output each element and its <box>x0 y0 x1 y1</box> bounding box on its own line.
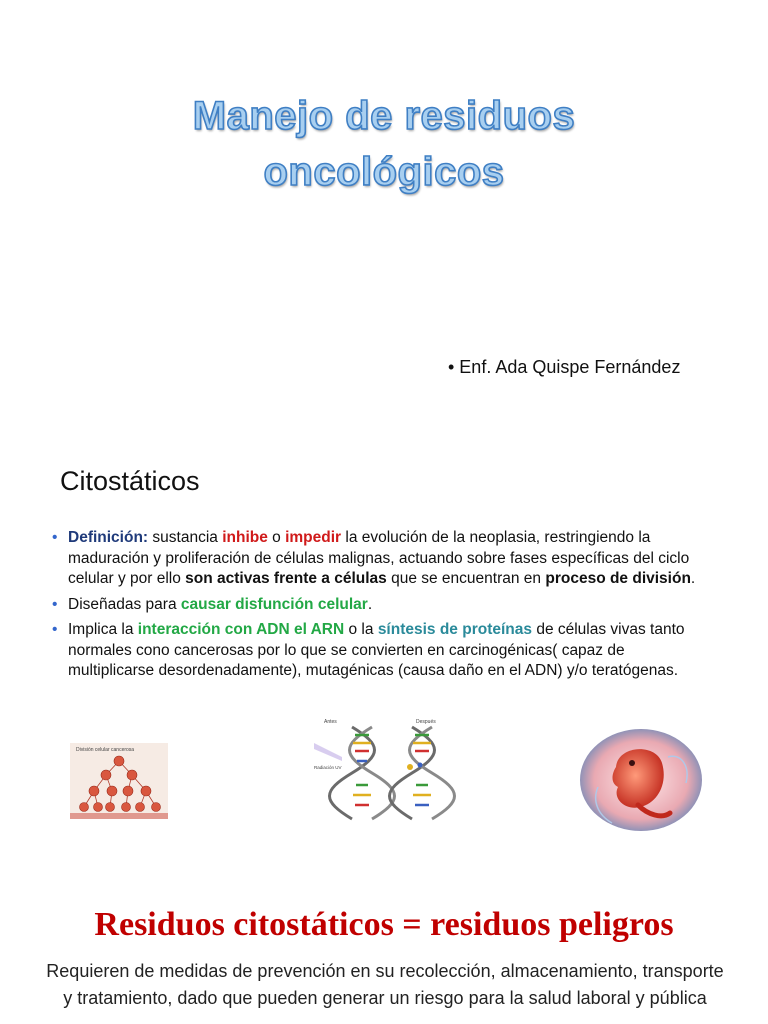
bullet-dot-icon: • <box>52 595 58 613</box>
text-run: la evolución de la neoplasia, restringiendo la maduración y proliferación de células malignas, actuando sobre fases específicas del ciclo celular y por ello <box>68 529 690 587</box>
slide-citostaticos <box>0 430 768 860</box>
slide-title <box>0 0 768 430</box>
slide-heading: Citostáticos <box>60 466 200 496</box>
dna-damage-image <box>312 715 474 821</box>
dna-label-before: Antes <box>324 719 337 725</box>
slide3-body: Requieren de medidas de prevención en su recolección, almacenamiento, transporte y tratamiento, dado que pueden generar un riesgo para la salud laboral y pública <box>46 961 724 1008</box>
presentation-title <box>0 88 768 200</box>
text-run: de células vivas tanto normales cono cancerosas por lo que se convierten en carcinogénicas( capaz de multiplicarse desordenadamente), mutagénicas (causa daño en el ADN) y/o teratógenas. <box>68 621 685 679</box>
emphasis-interaccion: interacción con ADN el ARN <box>137 621 345 638</box>
text-run: o <box>267 529 286 546</box>
text-run: Implica la <box>68 621 138 638</box>
text-run: sustancia <box>148 529 223 546</box>
definition-label: Definición: <box>68 529 149 546</box>
emphasis-impedir: impedir <box>285 529 342 546</box>
embryo-image <box>578 727 704 833</box>
text-run: que se encuentran en <box>386 570 546 587</box>
emphasis-activas: son activas frente a células <box>185 570 387 587</box>
cell-division-image <box>70 743 168 819</box>
title-line-2: oncológicos <box>263 150 505 194</box>
text-run: o la <box>344 621 378 638</box>
dna-label-after: Después <box>416 719 436 725</box>
slide3-title: Residuos citostáticos = residuos peligros <box>94 906 674 943</box>
dna-radiation-label: Radiación UV <box>314 765 342 770</box>
cells-caption: División celular cancerosa <box>76 747 135 753</box>
bullet-dot-icon: • <box>52 529 58 546</box>
bullet-implica <box>52 620 712 682</box>
bullet-disenadas <box>52 595 712 616</box>
emphasis-division: proceso de división <box>545 570 691 587</box>
bullet-definition <box>52 528 712 590</box>
bullet-list <box>52 528 712 687</box>
bullet-dot-icon: • <box>52 621 58 638</box>
emphasis-disfuncion: causar disfunción celular <box>180 595 368 613</box>
author-name: • Enf. Ada Quispe Fernández <box>448 357 681 377</box>
text-run: Diseñadas para <box>68 595 181 613</box>
emphasis-inhibe: inhibe <box>222 529 268 546</box>
text-run: . <box>367 595 373 613</box>
title-line-1: Manejo de residuos <box>192 94 576 138</box>
text-run: . <box>690 570 696 587</box>
slide-residuos <box>0 860 768 1024</box>
emphasis-sintesis: síntesis de proteínas <box>377 621 533 638</box>
